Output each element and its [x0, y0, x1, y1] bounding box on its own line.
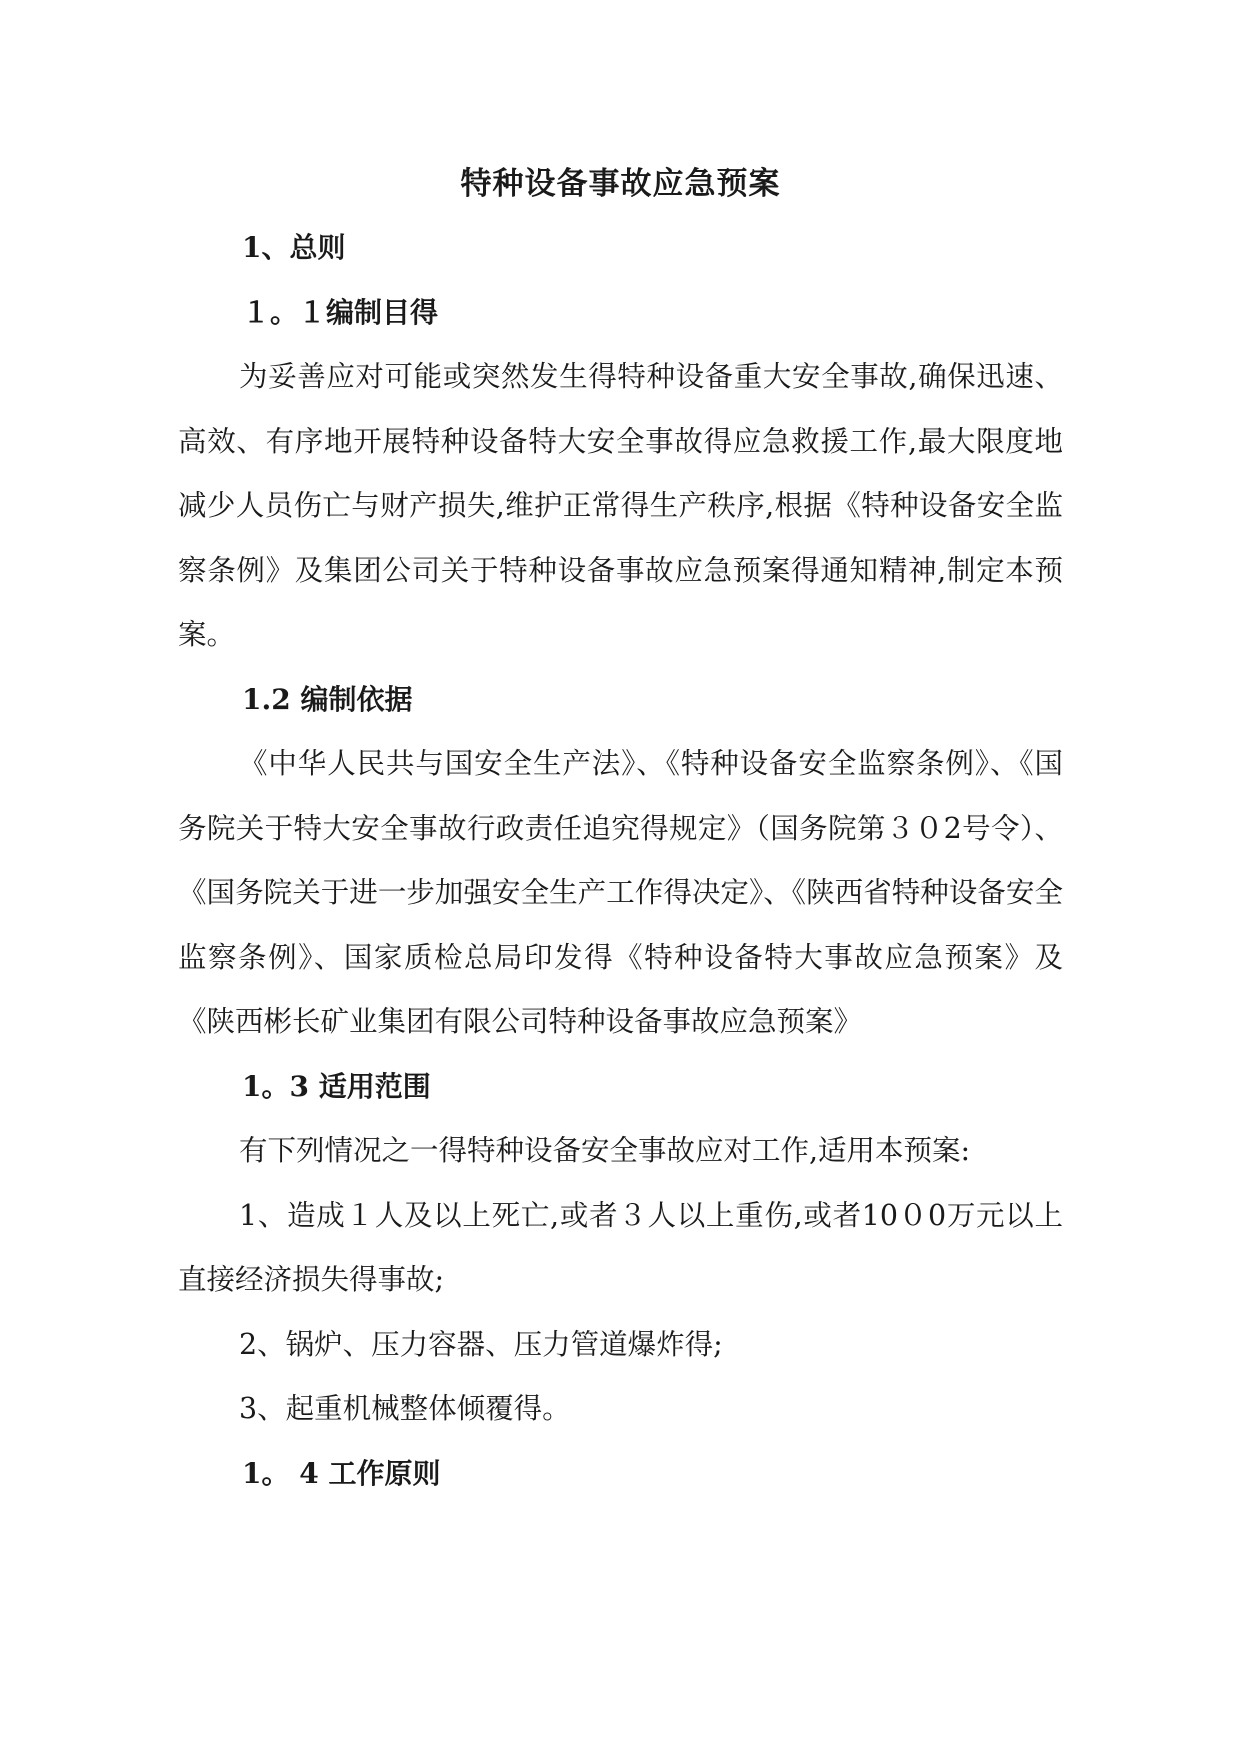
scope-item-2: 2、锅炉、压力容器、压力管道爆炸得;: [239, 1327, 723, 1361]
section-1-3-heading: 1。3 适用范围: [242, 1069, 431, 1103]
document-body: [178, 152, 1063, 1506]
section-1-2-heading: 1.2 编制依据: [242, 682, 413, 716]
section-1-heading: 1、总则: [242, 231, 346, 264]
scope-item-1: 1、造成１人及以上死亡,或者３人以上重伤,或者10０0万元以上直接经济损失得事故;: [178, 1198, 1063, 1296]
section-1-1-paragraph: 为妥善应对可能或突然发生得特种设备重大安全事故,确保迅速、高效、有序地开展特种设备特大安全事故得应急救援工作,最大限度地减少人员伤亡与财产损失,维护正常得生产秩序,根据《特种设备安全监察条例》及集团公司关于特种设备事故应急预案得通知精神,制定本预案。: [178, 360, 1063, 651]
section-1-4-heading: 1。 4 工作原则: [242, 1456, 441, 1490]
section-1-3-intro: 有下列情况之一得特种设备安全事故应对工作,适用本预案:: [239, 1134, 971, 1167]
document-title: 特种设备事故应急预案: [460, 166, 781, 202]
section-1-1-heading: １。１编制目得: [242, 295, 439, 329]
scope-item-3: 3、起重机械整体倾覆得。: [239, 1392, 571, 1425]
section-1-2-paragraph: 《中华人民共与国安全生产法》、《特种设备安全监察条例》、《国务院关于特大安全事故行政责任追究得规定》（国务院第３０2号令）、《国务院关于进一步加强安全生产工作得决定》、《陕西省特种设备安全监察条例》、国家质检总局印发得《特种设备特大事故应急预案》及《陕西彬长矿业集团有限公司特种设备事故应急预案》: [178, 747, 1063, 1038]
